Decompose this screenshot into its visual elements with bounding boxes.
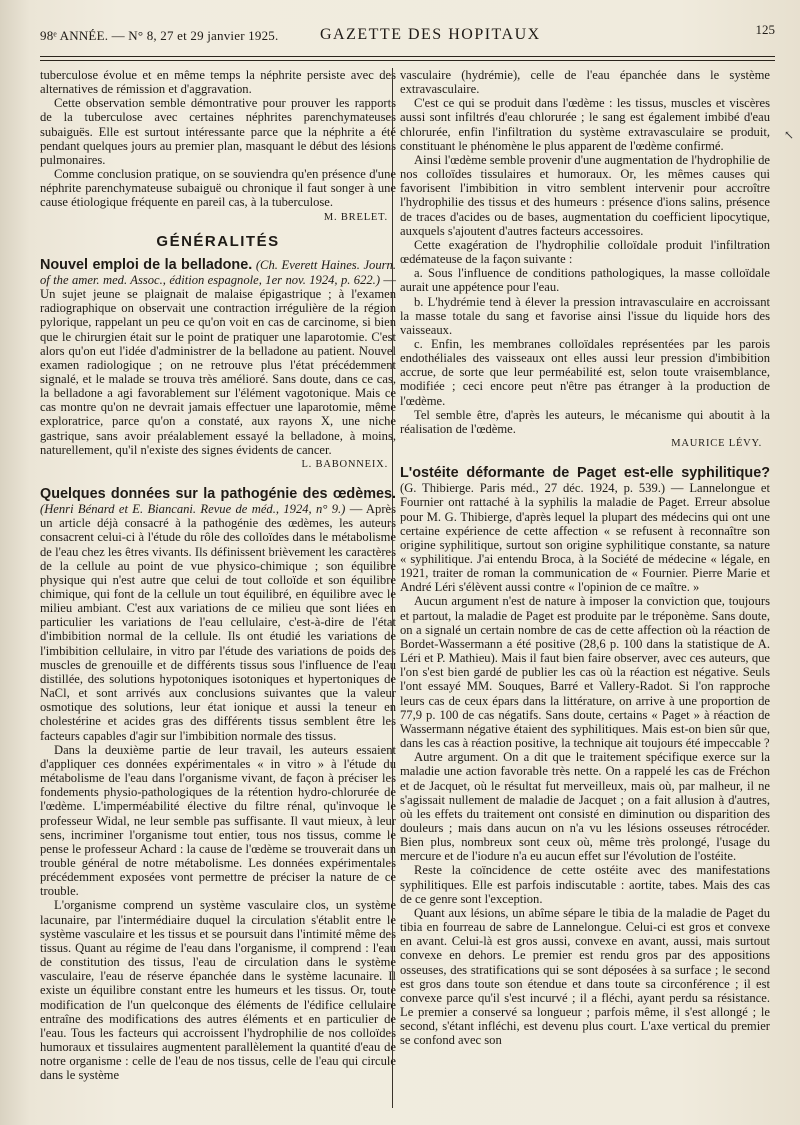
page-number: 125 (755, 22, 775, 37)
paragraph: L'organisme comprend un système vasculaire clos, un système lacunaire, par l'intermédiaire duquel la circulation s'établit entre le système vasculaire et les tissus et se poursuit dans l'intimité même des tissus. Quant au régime de l'eau dans l'organisme, il comprend : l'eau de constitution des tissus, l'eau de circulation dans le système vasculaire, l'eau de réserve épanchée dans le système lacunaire. Il existe un équilibre constant entre les humeurs et les tissus. Or, toute modification de l'un quelconque des éléments de l'édifice cellulaire entraîne des modifications des autres éléments et en particulier de l'eau. Tous les facteurs qui accroissent l'hydrophilie de nos colloïdes humoraux et tissulaires augmentent parallèlement la quantité d'eau de notre organisme : celle de l'eau de nos tissus, celle de l'eau qui circule dans le système (40, 898, 396, 1083)
paragraph: Tel semble être, d'après les auteurs, le mécanisme qui aboutit à la réalisation de l'œdème. (400, 407, 770, 436)
paragraph: Comme conclusion pratique, on se souviendra qu'en présence d'une néphrite parenchymateuse subaiguë ou chronique il faut songer à une cause étiologique fréquente en pareil cas, à la tuberculose. (40, 167, 396, 210)
paragraph: Cette exagération de l'hydrophilie colloïdale produit l'infiltration œdémateuse de la façon suivante : (400, 237, 770, 267)
paragraph: vasculaire (hydrémie), celle de l'eau épanchée dans le système extravasculaire. (400, 68, 770, 97)
header-rule-thin (40, 60, 775, 61)
article-title: L'ostéite déformante de Paget est-elle syphilitique? (400, 465, 770, 482)
paragraph: a. Sous l'influence de conditions pathologiques, la masse colloïdale aurait une appétence pour l'eau. (400, 266, 770, 295)
article-body: — Un sujet jeune se plaignait de malaise épigastrique ; à l'examen radiographique on observait une contraction irrégulière de la région pylorique, rappelant un peu ce qu'on voit en cas de carcinome, si bien que le chirurgien était sur le point de pratiquer une laparotomie. C'est alors qu'on eut l'idée d'administrer de la belladone au patient. Nouvel examen radiologique ; on ne retrouve plus l'état précédemment signalé, et le malade se trouva très amélioré. Sans doute, dans ce cas, la belladone a agi favorablement sur l'élément vagotonique. Mais ce cas montre qu'on ne devrait jamais effectuer une laparotomie, même exploratrice, parce qu'on a constaté, aux rayons X, une niche gastrique, sans avoir préalablement essayé la belladone, à moins, naturellement, qu'il n'existe des signes évidents de cancer. (40, 272, 396, 457)
article-citation: (Henri Bénard et E. Biancani. Revue de méd., 1924, n° 9.) (40, 502, 346, 517)
paragraph: Reste la coïncidence de cette ostéite avec des manifestations syphilitiques. Elle est parfois indiscutable : aortite, tabes. Mais des cas de ce genre sont l'exception. (400, 863, 770, 906)
article-body: — Lannelongue et Fournier ont rattaché à la syphilis la maladie de Paget. Erreur absolue pour M. G. Thibierge, d'après lequel la plupart des médecins qui ont une certaine expérience de cette affection « se refusent à reconnaître son origine syphilitique, surtout son origine syphilitique constante, sa nature « syphilitique. J'ai entendu Broca, à la Société de médecine « légale, en 1921, traiter de roman la communication de « Fournier. Pierre Marie et André Léri s'élèvent aussi contre « l'opinion de ce maître. » (400, 481, 770, 595)
paragraph: C'est ce qui se produit dans l'œdème : les tissus, muscles et viscères aussi sont infiltrés d'eau chlorurée ; le sang est également imbibé d'eau chlorurée, enfin l'infiltration du système extravasculaire se produit, constituant le phénomène le plus apparent de l'œdème confirmé. (400, 96, 770, 153)
issue-info: 98ᵉ ANNÉE. — N° 8, 27 et 29 janvier 1925. (40, 28, 279, 43)
paragraph: Cette observation semble démontrative pour prouver les rapports de la tuberculose avec certaines néphrites parenchymateuses subaiguës. Elle est surtout intéressante parce que la néphrite a été pendant quelques jours au premier plan, masquant le début des lésions pulmonaires. (40, 96, 396, 167)
mouse-cursor-icon: ↖ (784, 128, 795, 142)
article-citation: (G. Thibierge. Paris méd., 27 déc. 1924, p. 539.) (400, 481, 666, 496)
left-column (40, 68, 396, 1082)
paragraph: Ainsi l'œdème semble provenir d'une augmentation de l'hydrophilie de nos colloïdes tissulaires et humoraux. Or, les mêmes causes qui favorisent l'imbibition in vitro semblent intervenir pour accroître l'hydrophilie des tissus et des humeurs : présence d'ions salins, présence de traces d'acides ou de bases, augmentation du coefficient lipocytique, auxquels s'ajoutent d'autres facteurs accessoires. (400, 152, 770, 238)
article-body: — Après un article déjà consacré à la pathogénie des œdèmes, les auteurs consacrent celui-ci à l'étude du rôle des colloïdes dans le métabolisme de l'eau chez les êtres vivants. Ils définissent brièvement les caractères de la cellule au point de vue physico-chimique ; son équilibre physique qui n'est autre que celui de tout colloïde et son équilibre chimique, qui font de la cellule un tout équilibré, en équilibre avec le milieu ambiant. C'est aux variations de ce milieu que sont liées en particulier les variations de l'eau cellulaire, c'est-à-dire de l'état d'imbibition normal de la cellule. Ils ont étudié les variations de l'imbibition cellulaire, in vitro par l'étude des variations de poids des muscles de grenouille et de différents tissus sous l'influence de l'eau distillée, des solutions hypotoniques isotoniques et hypertoniques de NaCl, et sont arrivés aux conclusions suivantes que la valeur osmotique des solutions, leur état ionique et aussi la teneur en cholestérine et acides gras des différents tissus semblent être les facteurs capables d'agir sur l'imbibition normale des tissus. (40, 502, 396, 743)
paragraph: tuberculose évolue et en même temps la néphrite persiste avec des alternatives de rémission et d'aggravation. (40, 68, 396, 97)
paragraph: Dans la deuxième partie de leur travail, les auteurs essaient d'appliquer ces données expérimentales « in vitro » à l'étude du métabolisme de l'eau dans l'organisme vivant, de façon à préciser les fondements physio-pathologiques de la rétention hydro-chlorurée de l'œdème. L'imperméabilité élective du filtre rénal, qu'invoque le professeur Widal, ne leur semble pas suffisante. Il vaut mieux, à leur sens, incriminer l'organisme tout entier, tous nos tissus, comme le pense le professeur Achard : la cause de l'œdème se trouverait dans un trouble général de notre métabolisme. Les données expérimentales précédemment exposées vont permettre de préciser la nature de ce trouble. (40, 742, 396, 899)
right-column (400, 68, 770, 1047)
journal-title: GAZETTE DES HOPITAUX (320, 26, 541, 43)
column-divider (392, 68, 393, 1108)
paragraph: Autre argument. On a dit que le traitement spécifique exerce sur la maladie une action favorable très nette. On a rappelé les cas de Fréchon et de Jacquet, où le résultat fut merveilleux, mais où, par malheur, il ne s'agissait nullement de maladie de Jacquet ; on a fait allusion à d'autres, où les effets du traitement ont consisté en diminution ou disparition des douleurs ; mais dans aucun on n'a vu les lésions osseuses rétrocéder. Bien plus, nombreux sont ceux où, même très prolongé, l'usage du mercure et de l'iodure n'a eu aucun effet sur l'évolution de l'ostéite. (400, 750, 770, 864)
page-header (40, 22, 775, 56)
header-rule-thick (40, 56, 775, 57)
author-signature: L. BABONNEIX. (301, 458, 388, 470)
article-title: Quelques données sur la pathogénie des œdèmes. (40, 486, 396, 503)
paragraph: b. L'hydrémie tend à élever la pression intravasculaire en accroissant la masse totale du sang et favorise ainsi l'issue du liquide hors des vaisseaux. (400, 294, 770, 337)
author-signature: MAURICE LÉVY. (671, 438, 762, 450)
article-title: Nouvel emploi de la belladone. (40, 256, 253, 273)
author-signature: M. BRELET. (323, 211, 388, 223)
article-citation: (Ch. Everett Haines. Journ. of the amer. med. Assoc., édition espagnole, 1er nov. 1924, p. 622.) (40, 257, 397, 287)
section-heading: GÉNÉRALITÉS (156, 232, 280, 250)
paragraph: c. Enfin, les membranes colloïdales représentées par les parois endothéliales des vaisseaux ont elles aussi leur pression d'imbibition accrue, de sorte que leur perméabilité est, selon toute vraisemblance, modifiée ; ceci encore peut n'être pas étranger à la production de l'œdème. (400, 336, 770, 408)
paragraph: Quant aux lésions, un abîme sépare le tibia de la maladie de Paget du tibia en fourreau de sabre de Lannelongue. Celui-ci est gros et convexe en avant. Celui-là est gros aussi, convexe en avant, aussi, mais surtout convexe en dehors. Le premier est rendu gros par des appositions osseuses, des stratifications qui se sont déposées à sa surface ; le second est gros dans toute son étendue et dans toute sa circonférence ; il est convexe parce qu'il s'est incurvé ; il a fléchi, ayant perdu sa résistance. Le premier a conservé sa longueur ; parfois même, il s'est allongé ; le second, s'étant infléchi, est devenu plus court. L'axe vertical du premier se confond avec son (400, 905, 770, 1048)
paragraph: Aucun argument n'est de nature à imposer la conviction que, toujours et partout, la maladie de Paget est produite par le tréponème. Sans doute, on a signalé un certain nombre de cas de cette affection où la réaction de Bordet-Wassermann a été positive (28,6 p. 100 dans la statistique de A. Léri et P. Mathieu). Mais il faut bien faire observer, avec ces auteurs, que l'on s'est bien gardé de publier les cas où la réaction est négative. Seuls l'ont essayé MM. Souques, Barré et Vallery-Radot. Si l'on rapproche leurs cas de ceux épars dans la littérature, on arrive à une proportion de 77,9 p. 100 de cas négatifs. Sans doute, certains « Paget » à réaction de Wassermann négative étaient des syphilitiques. Mais est-on bien sûr que, dans les cas à réaction positive, la technique ait toujours été impeccable ? (400, 594, 770, 751)
